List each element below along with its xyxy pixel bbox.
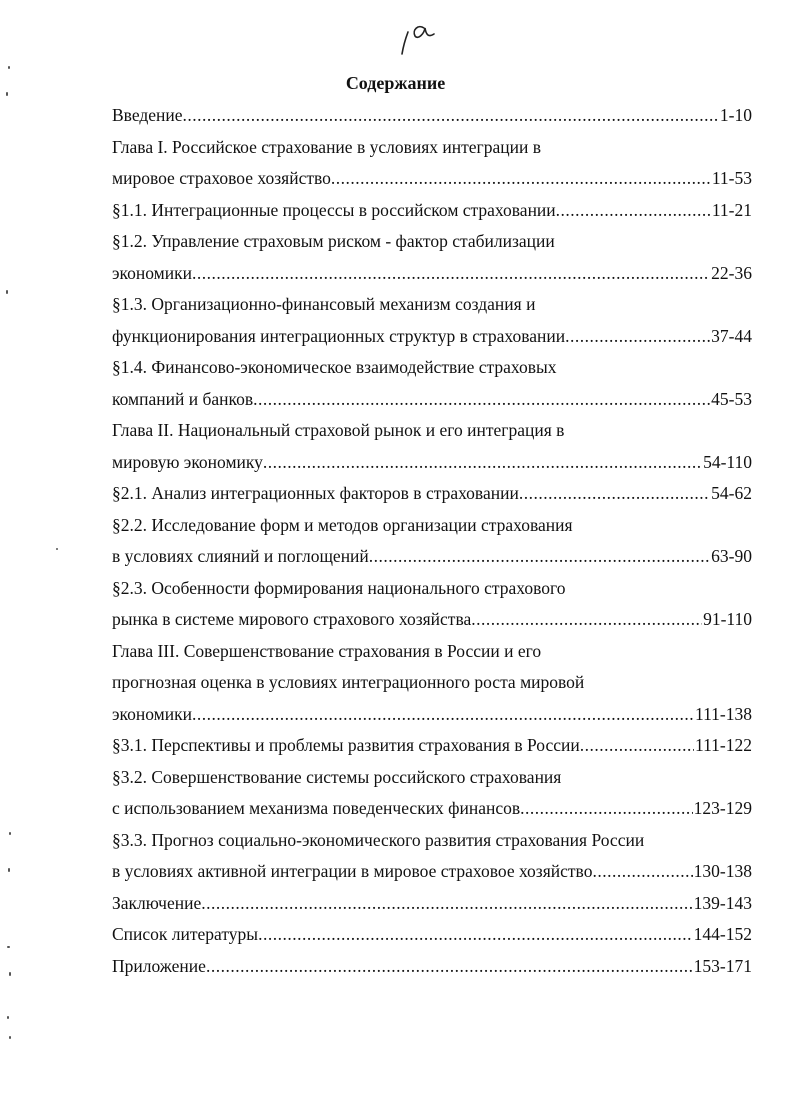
toc-line xyxy=(112,825,752,857)
toc-entry-title: Приложение xyxy=(112,955,206,976)
scan-speck xyxy=(7,946,10,948)
scan-speck xyxy=(7,1016,9,1019)
toc-entry-title: §3.3. Прогноз социально-экономического развития страхования России xyxy=(112,829,645,850)
toc-leader-dots xyxy=(520,793,693,825)
toc-entry xyxy=(112,384,752,416)
toc-entry-title: §1.1. Интеграционные процессы в российском страховании xyxy=(112,199,556,220)
toc-entry-title: рынка в системе мирового страхового хозяйства xyxy=(112,609,472,629)
toc-entry-title: §1.4. Финансово-экономическое взаимодействие страховых xyxy=(112,357,557,377)
toc-leader-dots xyxy=(206,951,693,983)
toc-entry xyxy=(112,321,752,353)
toc-line xyxy=(112,667,752,699)
toc-entry-title: в условиях активной интеграции в мировое страховое хозяйство xyxy=(112,861,593,881)
toc-leader-dots xyxy=(253,384,710,416)
toc-line xyxy=(112,573,752,605)
toc-entry-title: в условиях слияний и поглощений xyxy=(112,546,369,566)
toc-page-range: 91-110 xyxy=(703,609,752,629)
toc-entry-title: мировое страховое хозяйство xyxy=(112,168,331,188)
toc-entry xyxy=(112,447,752,479)
toc-entry-title: §3.2. Совершенствование системы российского страхования xyxy=(112,766,562,787)
toc-entry xyxy=(112,793,752,825)
toc-entry-title: §2.2. Исследование форм и методов организации страхования xyxy=(112,514,573,535)
toc-leader-dots xyxy=(263,447,702,479)
toc-entry-title: §2.3. Особенности формирования национального страхового xyxy=(112,577,566,598)
toc-page-range: 139-143 xyxy=(693,892,752,913)
toc-entry xyxy=(112,100,752,132)
toc-entry xyxy=(112,888,752,920)
toc-page-range: 144-152 xyxy=(693,924,752,944)
toc-leader-dots xyxy=(471,604,702,636)
toc-entry-title: экономики xyxy=(112,703,192,724)
toc-leader-dots xyxy=(369,541,710,573)
toc-page-range: 130-138 xyxy=(693,861,752,881)
toc-page-range: 11-21 xyxy=(711,199,752,220)
toc-page-range: 153-171 xyxy=(693,955,752,976)
toc-entry-title: §1.2. Управление страховым риском - фактор стабилизации xyxy=(112,231,555,251)
toc-leader-dots xyxy=(258,919,693,951)
toc-entry xyxy=(112,604,752,636)
toc-line xyxy=(112,289,752,321)
toc-leader-dots xyxy=(592,856,692,888)
toc-leader-dots xyxy=(192,258,710,290)
toc-entry-title: Список литературы xyxy=(112,924,259,944)
toc-entry-title: компаний и банков xyxy=(112,388,254,409)
toc-entry-title: Глава II. Национальный страховой рынок и его интеграция в xyxy=(112,420,565,440)
toc-leader-dots xyxy=(192,699,694,731)
toc-leader-dots xyxy=(556,195,711,227)
toc-leader-dots xyxy=(201,888,692,920)
toc-leader-dots xyxy=(565,321,710,353)
toc-entry-title: мировую экономику xyxy=(112,451,263,472)
toc-leader-dots xyxy=(580,730,694,762)
toc-leader-dots xyxy=(519,478,710,510)
toc-entry xyxy=(112,541,752,573)
scan-speck xyxy=(8,868,10,872)
toc-page-range: 11-53 xyxy=(711,168,752,188)
toc-page-range: 54-110 xyxy=(703,451,752,472)
toc-page-range: 37-44 xyxy=(711,325,752,346)
toc-page-range: 63-90 xyxy=(711,546,752,566)
scan-speck xyxy=(9,832,11,835)
toc-line xyxy=(112,132,752,164)
toc-entry xyxy=(112,730,752,762)
toc-page-range: 54-62 xyxy=(711,483,752,503)
scan-speck xyxy=(56,548,58,550)
toc-entry-title: Введение xyxy=(112,105,183,125)
toc-entry xyxy=(112,856,752,888)
toc-page-range: 1-10 xyxy=(719,105,752,125)
toc-page-range: 123-129 xyxy=(693,798,752,818)
scan-speck xyxy=(6,290,8,294)
toc-entry-title: Заключение xyxy=(112,892,202,913)
toc-entry-title: экономики xyxy=(112,262,192,283)
toc-leader-dots xyxy=(183,100,719,132)
toc-entry xyxy=(112,258,752,290)
toc-page-range: 111-138 xyxy=(694,703,752,724)
toc-entry-title: функционирования интеграционных структур в страховании xyxy=(112,325,566,346)
toc-line xyxy=(112,510,752,542)
toc-entry-title: §3.1. Перспективы и проблемы развития страхования в России xyxy=(112,735,580,755)
scan-speck xyxy=(6,92,8,96)
toc-page-range: 45-53 xyxy=(711,388,752,409)
toc-line xyxy=(112,226,752,258)
toc-entry-title: Глава I. Российское страхование в условиях интеграции в xyxy=(112,136,541,157)
toc-entry-title: с использованием механизма поведенческих финансов xyxy=(112,798,521,818)
handwritten-page-number-icon xyxy=(396,18,446,58)
toc-entry xyxy=(112,951,752,983)
toc-line xyxy=(112,415,752,447)
scan-speck xyxy=(9,972,11,976)
toc-line xyxy=(112,636,752,668)
scan-speck xyxy=(9,1036,11,1039)
toc-line xyxy=(112,762,752,794)
toc-entry xyxy=(112,163,752,195)
toc-entry xyxy=(112,195,752,227)
toc-entry xyxy=(112,919,752,951)
toc-entry xyxy=(112,699,752,731)
toc-entry-title: прогнозная оценка в условиях интеграционного роста мировой xyxy=(112,672,585,692)
toc-leader-dots xyxy=(331,163,711,195)
toc-entry xyxy=(112,478,752,510)
toc-page-range: 22-36 xyxy=(711,262,752,283)
toc-entry-title: Глава III. Совершенствование страхования в России и его xyxy=(112,640,542,661)
toc-entry-title: §2.1. Анализ интеграционных факторов в страховании xyxy=(112,483,519,503)
table-of-contents xyxy=(112,100,752,982)
toc-page-range: 111-122 xyxy=(694,735,752,755)
scan-speck xyxy=(8,66,10,69)
toc-entry-title: §1.3. Организационно-финансовый механизм создания и xyxy=(112,294,536,314)
toc-line xyxy=(112,352,752,384)
page-title: Содержание xyxy=(345,73,446,93)
